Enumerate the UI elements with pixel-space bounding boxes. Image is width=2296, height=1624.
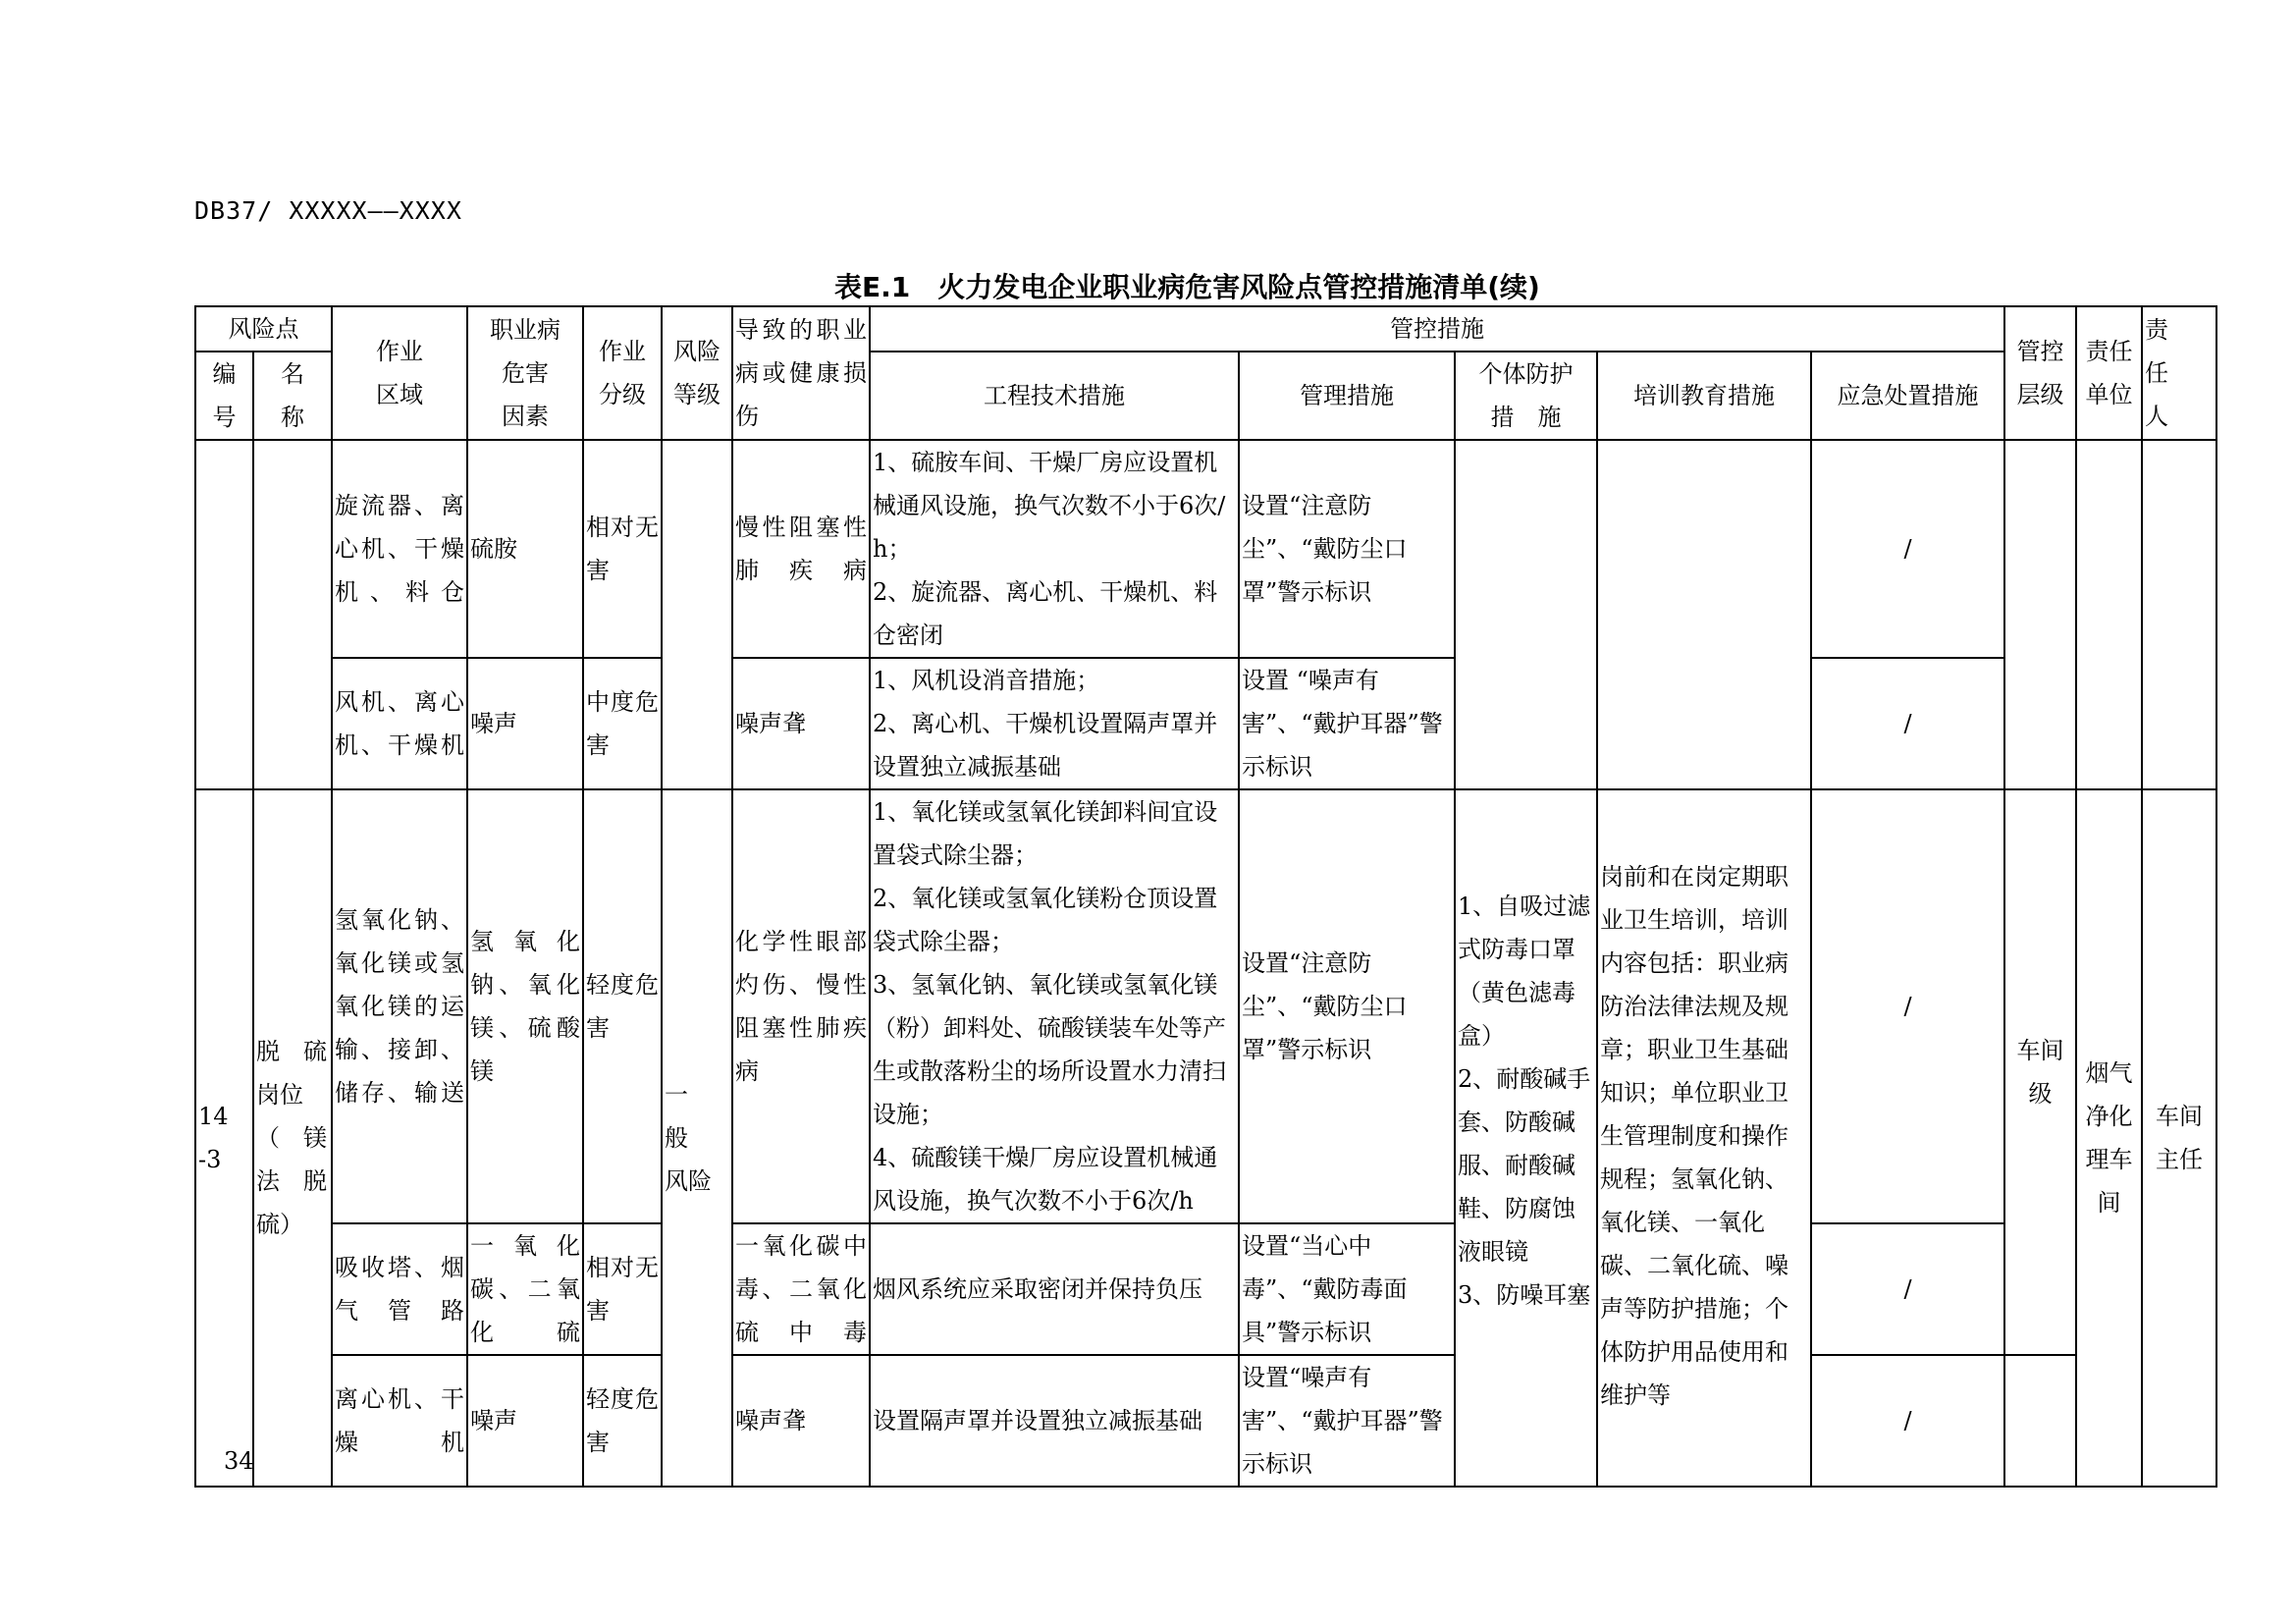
- header-code: 编 号: [195, 352, 253, 440]
- ppe-cell: 1、自吸过滤式防毒口罩（黄色滤毒盒） 2、耐酸碱手套、防酸碱服、耐酸碱鞋、防腐蚀液眼镜 3、防噪耳塞: [1455, 789, 1597, 1487]
- emergency-cell: /: [1811, 1223, 2004, 1355]
- area-cell: 旋流器、离心机、干燥机、料仓: [332, 440, 467, 658]
- engineering-cell: 设置隔声罩并设置独立减振基础: [870, 1355, 1239, 1487]
- header-name: 名 称: [253, 352, 332, 440]
- engineering-cell: 1、风机设消音措施； 2、离心机、干燥机设置隔声罩并设置独立减振基础: [870, 658, 1239, 789]
- disease-cell: 一氧化碳中毒、二氧化硫中毒: [732, 1223, 870, 1355]
- header-emergency: 应急处置措施: [1811, 352, 2004, 440]
- document-code: DB37/ XXXXX——XXXX: [194, 196, 462, 225]
- emergency-cell: /: [1811, 440, 2004, 658]
- header-training: 培训教育措施: [1597, 352, 1811, 440]
- grade-cell: 相对无害: [583, 440, 662, 658]
- group1-code-cell: [195, 440, 253, 789]
- hazard-cell: 一氧化碳、二氧化硫: [467, 1223, 583, 1355]
- header-risk-level: 风险 等级: [662, 306, 732, 440]
- header-hazard: 职业病 危害 因素: [467, 306, 583, 440]
- table-title: 表E.1 火力发电企业职业病危害风险点管控措施清单(续): [834, 271, 1540, 303]
- grade-cell: 中度危害: [583, 658, 662, 789]
- group1-control-level-cell: [2004, 440, 2076, 789]
- disease-cell: 慢性阻塞性肺疾病: [732, 440, 870, 658]
- management-cell: 设置“噪声有害”、“戴护耳器”警示标识: [1239, 1355, 1455, 1487]
- code-cell: 14 -3: [195, 789, 253, 1487]
- header-row-1: [195, 306, 2216, 352]
- emergency-cell: /: [1811, 1355, 2004, 1487]
- hazard-cell: 氢氧化钠、氧化镁、硫酸镁: [467, 789, 583, 1223]
- page-number: 34: [224, 1447, 254, 1475]
- management-cell: 设置“注意防尘”、“戴防尘口罩”警示标识: [1239, 440, 1455, 658]
- management-cell: 设置“当心中毒”、“戴防毒面具”警示标识: [1239, 1223, 1455, 1355]
- grade-cell: 轻度危害: [583, 1355, 662, 1487]
- header-grade: 作业 分级: [583, 306, 662, 440]
- risk-level-cell: 一 般 风险: [662, 789, 732, 1487]
- area-cell: 离心机、干燥机: [332, 1355, 467, 1487]
- engineering-cell: 1、氧化镁或氢氧化镁卸料间宜设置袋式除尘器； 2、氧化镁或氢氧化镁粉仓顶设置袋式除尘器； 3、氢氧化钠、氧化镁或氢氧化镁（粉）卸料处、硫酸镁装车处等产生或散落粉尘的场所设置水力清扫设施； 4、硫酸镁干燥厂房应设置机械通风设施，换气次数不小于6次/h: [870, 789, 1239, 1223]
- emergency-cell: /: [1811, 658, 2004, 789]
- table-row: [195, 440, 2216, 658]
- header-management: 管理措施: [1239, 352, 1455, 440]
- resp-person-cell: 车间 主任: [2142, 789, 2216, 1487]
- hazard-cell: 硫胺: [467, 440, 583, 658]
- area-cell: 氢氧化钠、氧化镁或氢氧化镁的运输、接卸、储存、输送: [332, 789, 467, 1223]
- control-level-cell: 车间 级: [2004, 789, 2076, 1355]
- header-disease: 导致的职业病或健康损伤: [732, 306, 870, 440]
- header-risk-point: 风险点: [195, 306, 332, 352]
- disease-cell: 噪声聋: [732, 1355, 870, 1487]
- risk-control-table: [194, 305, 2217, 1488]
- header-engineering: 工程技术措施: [870, 352, 1239, 440]
- resp-unit-cell: 烟气 净化 理车 间: [2076, 789, 2142, 1487]
- group1-training-cell: [1597, 440, 1811, 789]
- group1-name-cell: [253, 440, 332, 789]
- header-control-level: 管控 层级: [2004, 306, 2076, 440]
- header-resp-person: 责 任 人: [2142, 306, 2216, 440]
- risk-point-name-cell: 脱 硫 岗位 （ 镁 法 脱 硫）: [253, 789, 332, 1487]
- grade-cell: 相对无害: [583, 1223, 662, 1355]
- engineering-cell: 烟风系统应采取密闭并保持负压: [870, 1223, 1239, 1355]
- header-ppe: 个体防护 措 施: [1455, 352, 1597, 440]
- engineering-cell: 1、硫胺车间、干燥厂房应设置机械通风设施，换气次数不小于6次/h； 2、旋流器、离心机、干燥机、料仓密闭: [870, 440, 1239, 658]
- table-row: [195, 789, 2216, 1223]
- header-controls: 管控措施: [870, 306, 2004, 352]
- group1-ppe-cell: [1455, 440, 1597, 789]
- area-cell: 风机、离心机、干燥机: [332, 658, 467, 789]
- header-area: 作业 区域: [332, 306, 467, 440]
- management-cell: 设置“注意防尘”、“戴防尘口罩”警示标识: [1239, 789, 1455, 1223]
- group1-resp-unit-cell: [2076, 440, 2142, 789]
- grade-cell: 轻度危害: [583, 789, 662, 1223]
- table-row: [195, 1355, 2216, 1487]
- hazard-cell: 噪声: [467, 658, 583, 789]
- emergency-cell: /: [1811, 789, 2004, 1223]
- disease-cell: 化学性眼部灼伤、慢性阻塞性肺疾病: [732, 789, 870, 1223]
- management-cell: 设置 “噪声有害”、“戴护耳器”警示标识: [1239, 658, 1455, 789]
- hazard-cell: 噪声: [467, 1355, 583, 1487]
- area-cell: 吸收塔、烟气管路: [332, 1223, 467, 1355]
- header-resp-unit: 责任 单位: [2076, 306, 2142, 440]
- control-level-empty-cell: [2004, 1355, 2076, 1487]
- table-row: [195, 658, 2216, 789]
- group1-risk-level-cell: [662, 440, 732, 789]
- group1-resp-person-cell: [2142, 440, 2216, 789]
- training-cell: 岗前和在岗定期职业卫生培训，培训内容包括：职业病防治法律法规及规章；职业卫生基础知识；单位职业卫生管理制度和操作规程；氢氧化钠、氧化镁、一氧化碳、二氧化硫、噪声等防护措施；个体防护用品使用和维护等: [1597, 789, 1811, 1487]
- disease-cell: 噪声聋: [732, 658, 870, 789]
- table-row: [195, 1223, 2216, 1355]
